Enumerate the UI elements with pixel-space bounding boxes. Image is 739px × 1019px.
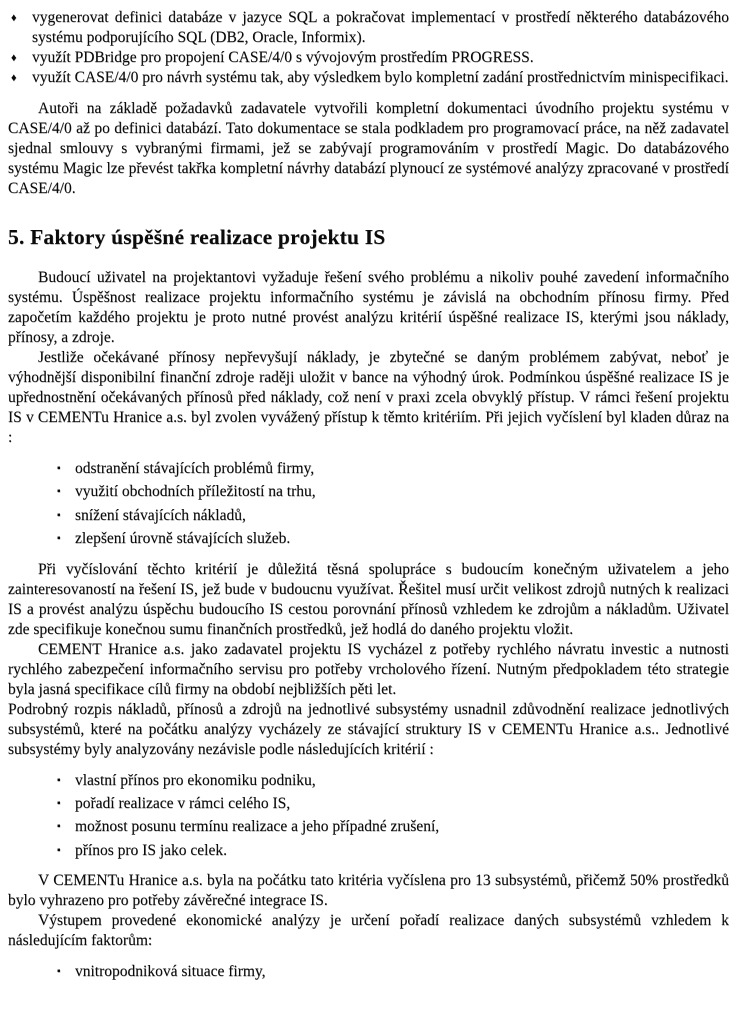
list-item — [8, 48, 729, 68]
list-item-text: vlastní přínos pro ekonomiku podniku, — [75, 771, 316, 789]
list-item-text: odstranění stávajících problémů firmy, — [75, 460, 315, 477]
list-item-text: snížení stávajících nákladů, — [75, 506, 246, 524]
paragraph-future-user: Budoucí uživatel na projektantovi vyžaduje řešení svého problému a nikoliv pouhé zavedení informačního systému. Úspěšnost realizace projektu informačního systému je závislá na obchodním přínosu firmy. Před započetím každého projektu je proto nutné provést analýzu kritérií úspěšné realizace IS, kterými jsou náklady, přínosy, a zdroje. — [8, 269, 729, 346]
intro-bullet-list — [8, 8, 729, 88]
paragraph-authors: Autoři na základě požadavků zadavatele vytvořili kompletní dokumentaci úvodního projektu systému v CASE/4/0 až po definici databází. Tato dokumentace se stala podkladem pro programovací práce, na něž zadavatel sjednal smlouvy s vybranými firmami, jež se zabývají programováním v prostředí Magic. Do databázového systému Magic lze převést takřka kompletní návrhy databází plynoucí ze systémové analýzy zpracované v prostředí CASE/4/0. — [8, 100, 729, 197]
square-bullet-icon: ▪ — [57, 774, 61, 786]
list-item-text: využít CASE/4/0 pro návrh systému tak, aby výsledkem bylo kompletní zadání prostřednictvím minispecifikaci. — [32, 69, 729, 86]
list-item — [57, 457, 729, 480]
list-item — [57, 839, 729, 862]
list-item — [8, 68, 729, 88]
diamond-bullet-icon: ♦ — [11, 12, 17, 24]
paragraph-13-subsystems: V CEMENTu Hranice a.s. byla na počátku tato kritéria vyčíslena pro 13 subsystémů, přičemž 50% prostředků bylo vyhrazeno pro potřeby závěrečné integrace IS. — [8, 872, 729, 910]
square-bullet-icon: ▪ — [57, 798, 61, 810]
paragraph-detailed-breakdown: Podrobný rozpis nákladů, přínosů a zdrojů na jednotlivé subsystémy usnadnil zdůvodnění realizace jednotlivých subsystémů, které na počátku analýzy vycházely ze stávající struktury IS v CEMENTu Hranice a.s.. Jednotlivé subsystémy byly analyzovány nezávisle podle následujících kritérií : — [8, 700, 729, 758]
paragraph-expected-benefits: Jestliže očekávané přínosy nepřevyšují náklady, je zbytečné se daným problémem zabývat, neboť je výhodnější disponibilní finanční zdroje raději uložit v bance na výhodný úrok. Podmínkou úspěšné realizace IS je upřednostnění očekávaných přínosů před náklady, což není v praxi zcela obvyklý přístup. V rámci řešení projektu IS v CEMENTu Hranice a.s. byl zvolen vyvážený přístup k těmto kritériím. Při jejich vyčíslení byl kladen důraz na : — [8, 349, 729, 446]
square-bullet-icon: ▪ — [57, 486, 61, 498]
paragraph-cement-strategy: CEMENT Hranice a.s. jako zadavatel projektu IS vycházel z potřeby rychlého návratu investic a nutnosti rychlého zabezpečení informačního servisu pro potřeby vrcholového řízení. Nutným předpokladem této strategie byla jasná specifikace cílů firmy na období nejbližších pěti let. — [8, 640, 729, 698]
list-item — [57, 960, 729, 983]
diamond-bullet-icon: ♦ — [11, 72, 17, 84]
list-item — [57, 769, 729, 792]
list-item — [57, 504, 729, 527]
diamond-bullet-icon: ♦ — [11, 52, 17, 64]
list-item-text: využití obchodních příležitostí na trhu, — [75, 483, 316, 501]
list-item-text: přínos pro IS jako celek. — [75, 841, 227, 859]
list-item-text: pořadí realizace v rámci celého IS, — [75, 795, 291, 813]
list-item-text: využít PDBridge pro propojení CASE/4/0 s vývojovým prostředím PROGRESS. — [32, 49, 534, 66]
list-item — [57, 527, 729, 550]
square-bullet-icon: ▪ — [57, 966, 61, 978]
list-item — [8, 8, 729, 48]
list-item-text: vygenerovat definici databáze v jazyce SQL a pokračovat implementací v prostředí některého databázového systému podporujícího SQL (DB2, Oracle, Informix). — [32, 9, 729, 46]
list-item — [57, 815, 729, 838]
list-item — [57, 792, 729, 815]
list-item-text: vnitropodniková situace firmy, — [75, 963, 266, 981]
list-item-text: možnost posunu termínu realizace a jeho případné zrušení, — [75, 818, 440, 836]
factors-bullet-list — [57, 960, 729, 983]
square-bullet-icon: ▪ — [57, 533, 61, 545]
list-item — [57, 480, 729, 503]
criteria-bullet-list — [57, 457, 729, 551]
paragraph-quantification: Při vyčíslování těchto kritérií je důležitá těsná spolupráce s budoucím konečným uživatelem a jeho zainteresovaností na řešení IS, jež bude v budoucnu využívat. Řešitel musí určit velikost zdrojů nutných k realizaci IS a provést analýzu úspěchu budoucího IS cestou porovnání přínosů vzhledem ke zdrojům a nákladům. Uživatel zde specifikuje konečnou sumu finančních prostředků, jež hodlá do daného projektu vložit. — [8, 560, 729, 638]
paragraph-output-analysis: Výstupem provedené ekonomické analýzy je určení pořadí realizace daných subsystémů vzhledem k následujícím faktorům: — [8, 912, 729, 950]
square-bullet-icon: ▪ — [57, 844, 61, 856]
subsystem-bullet-list — [57, 769, 729, 863]
square-bullet-icon: ▪ — [57, 463, 61, 474]
square-bullet-icon: ▪ — [57, 821, 61, 833]
section-heading: 5. Faktory úspěšné realizace projektu IS — [8, 225, 386, 249]
square-bullet-icon: ▪ — [57, 509, 61, 521]
list-item-text: zlepšení úrovně stávajících služeb. — [75, 530, 291, 548]
